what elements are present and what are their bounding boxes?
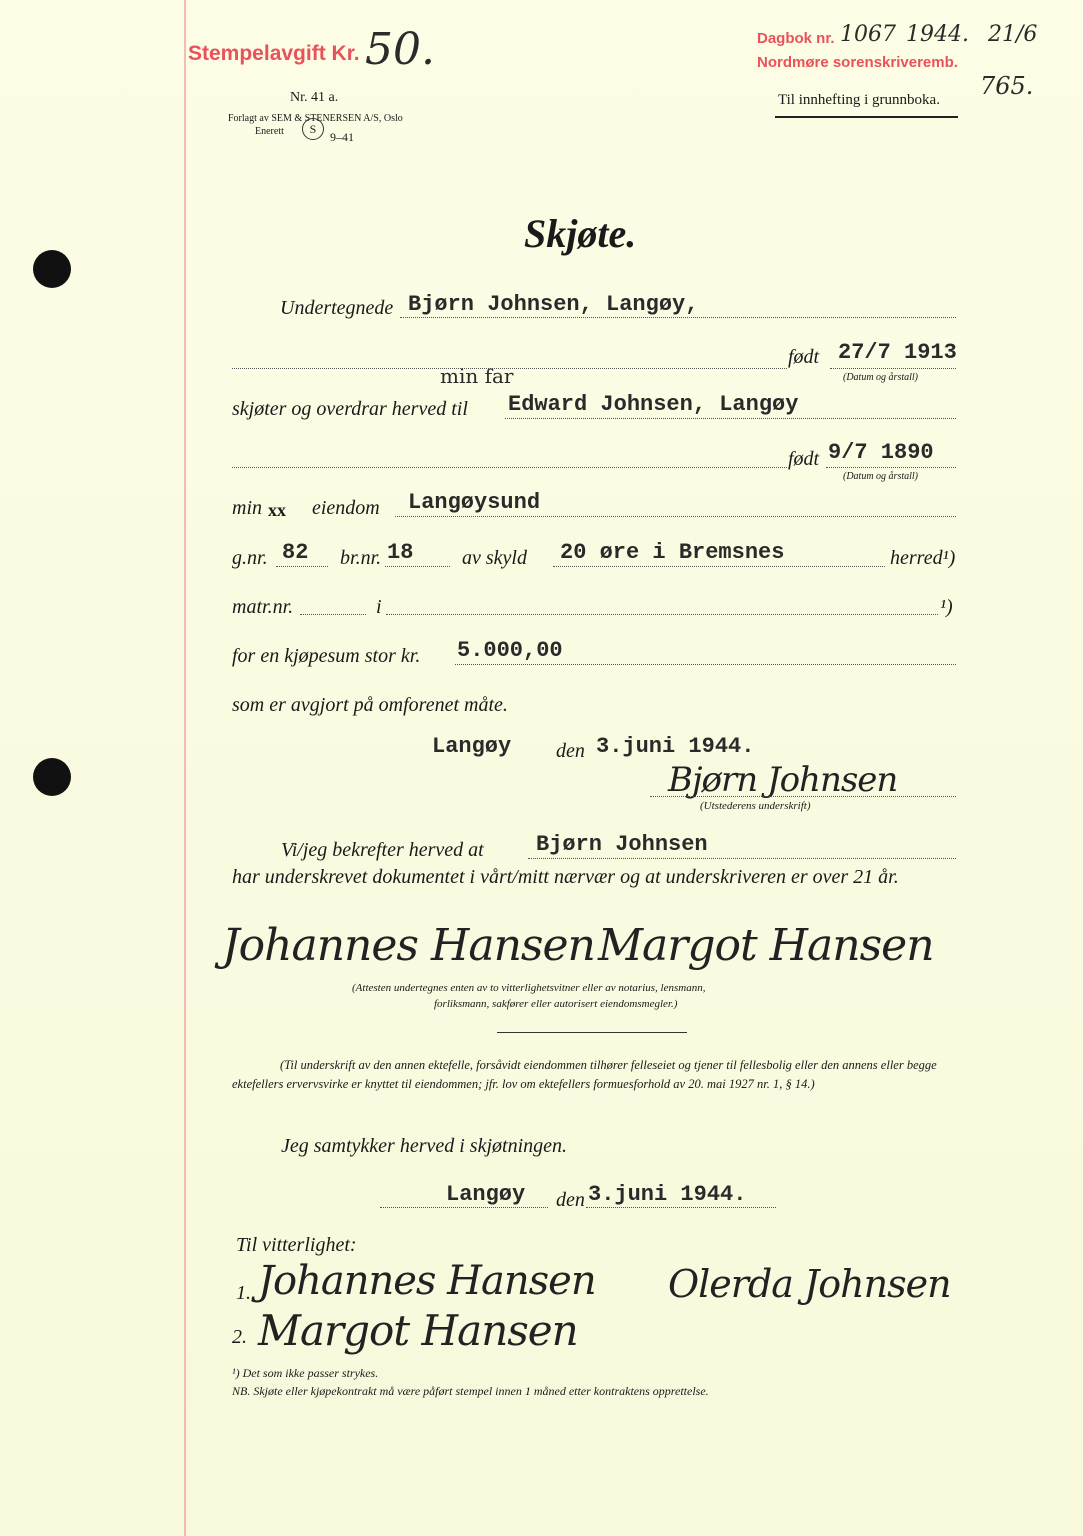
transfer-recipient: Edward Johnsen, Langøy [508,392,799,417]
property-line [395,516,956,517]
recipient-date-caption: (Datum og årstall) [843,471,918,482]
document-title: Skjøte. [524,211,637,256]
punch-hole-top [33,250,71,288]
gnr-line [276,566,328,567]
spouse-signature: Olerda Johnsen [668,1262,951,1306]
attestation-name: Bjørn Johnsen [536,832,708,857]
consent-den-label: den [556,1189,585,1211]
grantor-label: Undertegnede [280,297,394,319]
bnr-line [385,566,450,567]
attestation-caption-2: forliksmann, sakfører eller autorisert eiendomsmegler.) [434,998,678,1010]
publisher-exclusive: Enerett [255,126,284,137]
page-number: 765. [980,72,1034,100]
grantor-born-line [830,368,956,369]
stamp-fee-label: Stempelavgift Kr. [188,42,360,65]
signature-line [650,796,956,797]
footnote-2: NB. Skjøte eller kjøpekontrakt må være påført stempel innen 1 måned etter kontraktens opprettelse. [232,1384,709,1398]
punch-hole-bottom [33,758,71,796]
recipient-born-line [826,467,956,468]
witness-label: Til vitterlighet: [236,1234,357,1256]
consent-date-line [586,1207,776,1208]
grantor-born-label: født [788,346,820,368]
property-label-suffix: eiendom [312,497,380,519]
publisher-line: Forlagt av SEM & STENERSEN A/S, Oslo [228,113,403,124]
matr-line [300,614,366,615]
consent-date: 3.juni 1944. [588,1182,747,1207]
consent-text: Jeg samtykker herved i skjøtningen. [281,1135,568,1157]
attestation-caption-1: (Attesten undertegnes enten av to vitterlighetsvitner eller av notarius, lensmann, [352,982,706,994]
signing-den-label: den [556,740,585,762]
witness-num-2: 2. [232,1326,247,1348]
bnr-value: 18 [387,540,414,565]
skyld-line [553,566,885,567]
relation-note: min far [440,364,514,388]
attestation-witness-1: Johannes Hansen [222,920,595,971]
property-name: Langøysund [408,490,541,515]
attestation-witness-2: Margot Hansen [598,920,934,971]
matr-in-line [386,614,938,615]
skyld-label: av skyld [462,547,527,569]
price-value: 5.000,00 [457,638,563,663]
form-number: Nr. 41 a. [290,90,339,105]
attestation-statement: har underskrevet dokumentet i vårt/mitt nærvær og at underskriveren er over 21 år. [232,866,899,888]
grantor-signature: Bjørn Johnsen [668,760,898,800]
publisher-code: 9–41 [330,130,354,144]
filing-underline [775,116,958,118]
spouse-note: (Til underskrift av den annen ektefelle, forsåvidt eiendommen tilhører felleseiet og tjener til fellesbolig eller den annens eller begge ektefellers ervervsvirke er knyttet til eiendommen; jfr. lov om ektefellers formuesforhold av 20. mai 1927 nr. 1, § 14.) [232,1058,937,1091]
witness-num-1: 1. [236,1282,251,1304]
consent-place: Langøy [446,1182,526,1207]
matr-note: ¹) [940,596,953,618]
signing-place: Langøy [432,734,512,759]
attestation-prefix: Vi/jeg bekrefter herved at [281,839,484,861]
transfer-line [505,418,956,419]
bnr-label: br.nr. [340,547,382,569]
strikeout-mark: xx [268,500,286,520]
grantor-name: Bjørn Johnsen, Langøy, [408,292,699,317]
grantor-born-date: 27/7 1913 [838,340,957,365]
consent-witness-2: Margot Hansen [258,1306,578,1355]
office-name: Nordmøre sorenskriveremb. [757,54,958,71]
grantor-line [400,317,956,318]
property-label-prefix: min [232,497,262,519]
recipient-born-date: 9/7 1890 [828,440,934,465]
herred-label: herred¹) [890,547,956,569]
journal-year: 1944. [906,22,969,47]
filing-note: Til innhefting i grunnboka. [778,92,940,108]
margin-line [184,0,186,1536]
transfer-label: skjøter og overdrar herved til [232,398,468,420]
section-divider [497,1032,687,1033]
recipient-born-label: født [788,448,820,470]
consent-place-line [380,1207,548,1208]
grantor-date-caption: (Datum og årstall) [843,372,918,383]
journal-number: 1067 [840,22,896,47]
gnr-value: 82 [282,540,309,565]
gnr-label: g.nr. [232,547,268,569]
price-label: for en kjøpesum stor kr. [232,645,421,667]
transfer-line-2 [232,467,787,468]
matr-in: i [376,596,382,618]
publisher-logo: S [302,118,324,140]
journal-date: 21/6 [988,22,1038,47]
signing-date: 3.juni 1944. [596,734,755,759]
attestation-line [528,858,956,859]
stamp-fee-value: 50. [365,24,435,75]
consent-witness-1: Johannes Hansen [258,1258,596,1304]
matr-label: matr.nr. [232,596,294,618]
footnote-1: ¹) Det som ikke passer strykes. [232,1366,379,1380]
price-settled-text: som er avgjort på omforenet måte. [232,694,508,716]
skyld-value: 20 øre i Bremsnes [560,540,785,565]
journal-label: Dagbok nr. [757,30,835,47]
signature-caption: (Utstederens underskrift) [700,800,811,812]
price-line [455,664,956,665]
